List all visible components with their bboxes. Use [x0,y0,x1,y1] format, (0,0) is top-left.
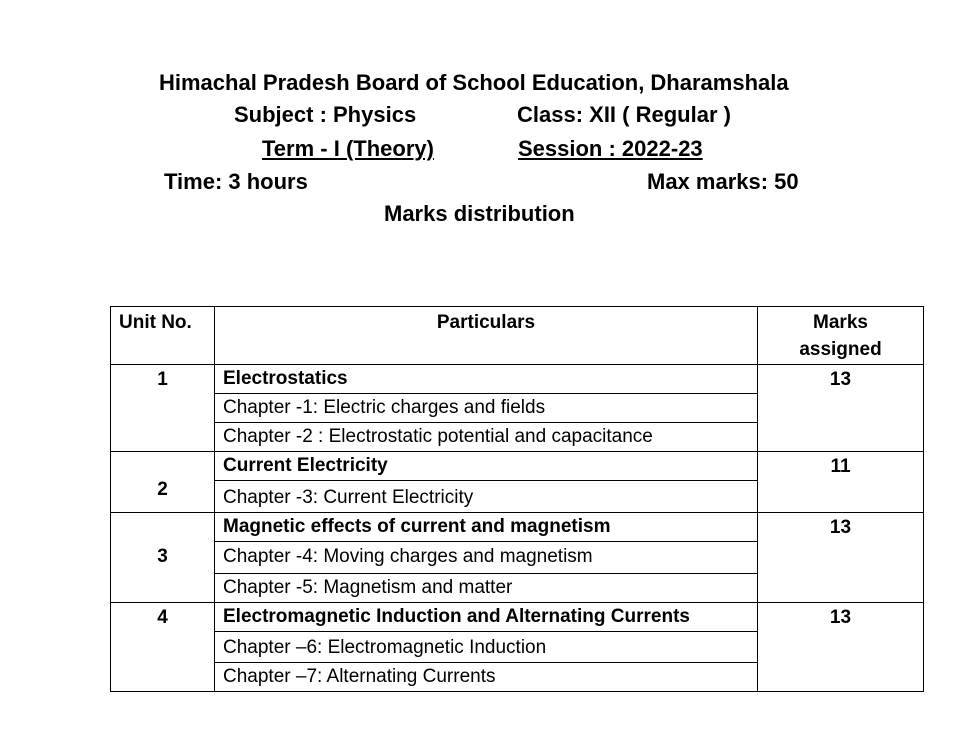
unit-number: 4 [111,603,215,692]
class-label: Class: XII ( Regular ) [517,102,731,127]
subject-label: Subject : Physics [234,102,417,127]
max-marks-label: Max marks: 50 [647,169,799,194]
chapter-entry: Chapter -2 : Electrostatic potential and capacitance [215,423,758,452]
column-header-particulars: Particulars [215,307,758,365]
unit-marks: 13 [758,365,924,452]
unit-number: 2 [111,452,215,513]
table-row [111,452,924,481]
table-row [111,603,924,632]
marks-distribution-table [110,306,924,692]
session-text: Session : 2022-23 [518,136,703,161]
chapter-entry: Chapter -5: Magnetism and matter [215,574,758,603]
unit-number: 3 [111,513,215,603]
board-title: Himachal Pradesh Board of School Education, Dharamshala [159,70,789,95]
session-underline-spacer [480,136,518,162]
unit-marks: 11 [758,452,924,513]
unit-marks: 13 [758,513,924,603]
unit-title: Magnetic effects of current and magnetism [215,513,758,542]
chapter-entry: Chapter -4: Moving charges and magnetism [215,542,758,574]
chapter-entry: Chapter –7: Alternating Currents [215,663,758,692]
unit-title: Current Electricity [215,452,758,481]
chapter-entry: Chapter –6: Electromagnetic Induction [215,632,758,663]
time-label: Time: 3 hours [164,169,308,194]
unit-title: Electrostatics [215,365,758,394]
column-header-unit-no: Unit No. [111,307,215,365]
table-row [111,365,924,394]
column-header-marks: Marks assigned [758,307,924,365]
unit-number: 1 [111,365,215,452]
unit-title: Electromagnetic Induction and Alternating Currents [215,603,758,632]
table-header-row [111,307,924,365]
chapter-entry: Chapter -3: Current Electricity [215,481,758,513]
term-label: Term - I (Theory) [262,136,434,161]
session-label [480,136,703,162]
chapter-entry: Chapter -1: Electric charges and fields [215,394,758,423]
section-title: Marks distribution [384,201,575,226]
unit-marks: 13 [758,603,924,692]
table-row [111,513,924,542]
